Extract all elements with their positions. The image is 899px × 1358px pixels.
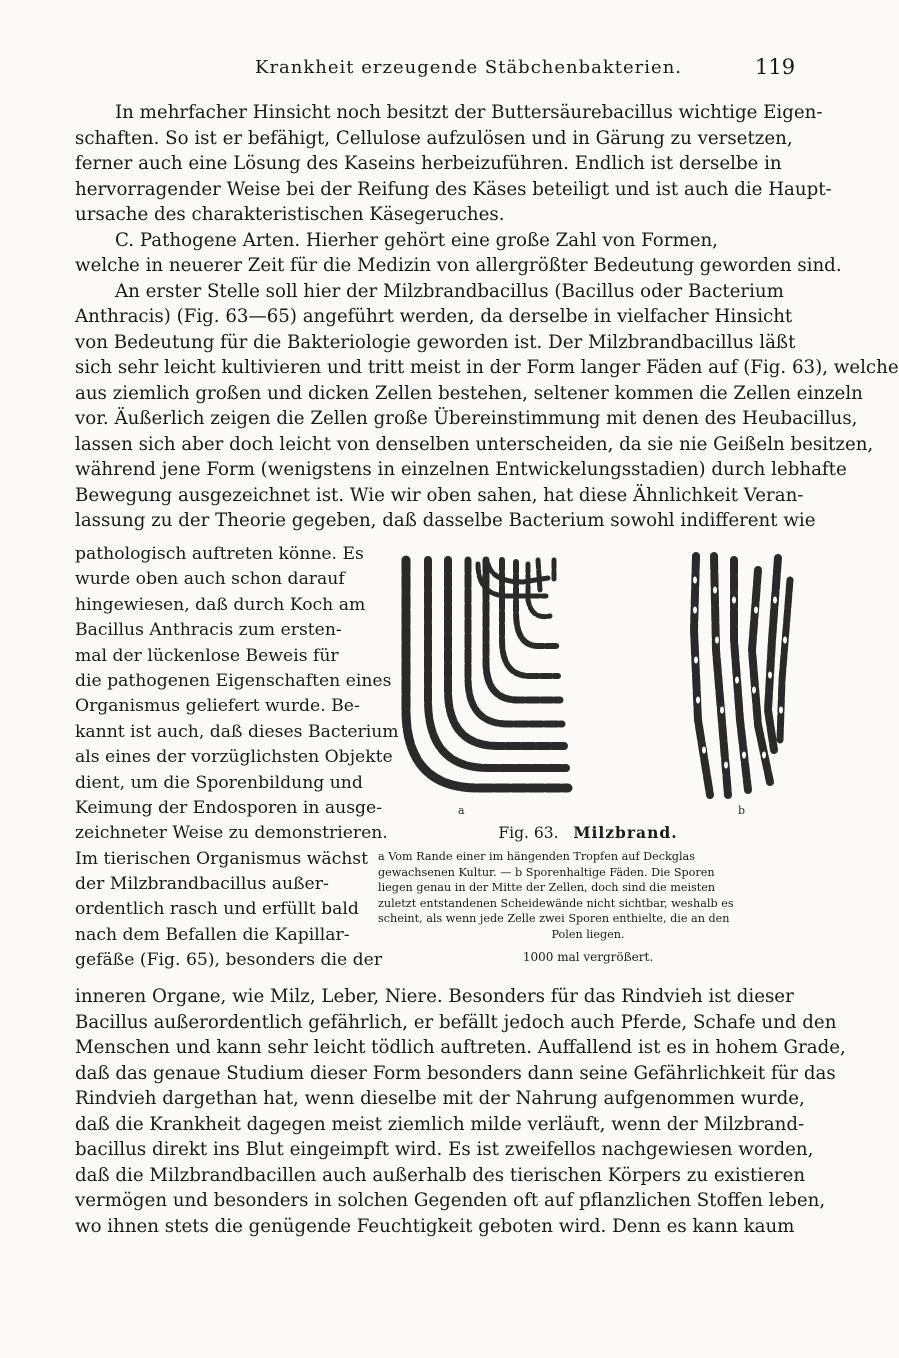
figure-caption (378, 823, 798, 842)
text-block-bottom (75, 984, 846, 1239)
text-line: zeichneter Weise zu demonstrieren. (75, 823, 388, 844)
legend-line: gewachsenen Kultur. — b Sporenhaltige Fäden. Die Sporen (378, 865, 715, 879)
running-title: Krankheit erzeugende Stäbchenbakterien. (255, 57, 683, 78)
figure-legend (378, 849, 798, 943)
text-line: pathologisch auftreten könne. Es (75, 544, 364, 564)
text-line: An erster Stelle soll hier der Milzbrandbacillus (Bacillus oder Bacterium (115, 280, 784, 302)
text-line: welche in neuerer Zeit für die Medizin von allergrößter Bedeutung geworden sind. (75, 255, 842, 276)
text-line: von Bedeutung für die Bakteriologie geworden ist. Der Milzbrandbacillus läßt (75, 331, 796, 353)
figure-title: Milzbrand. (573, 823, 678, 842)
figure-label-a: a (458, 804, 465, 817)
text-line: gefäße (Fig. 65), besonders die der (75, 950, 383, 971)
text-line: daß die Milzbrandbacillen auch außerhalb des tierischen Körpers zu existieren (75, 1164, 806, 1186)
text-line: Keimung der Endosporen in ausge- (75, 797, 383, 818)
page-number: 119 (755, 55, 796, 79)
magnification-note: 1000 mal vergrößert. (522, 950, 654, 964)
text-line: daß die Krankheit dagegen meist ziemlich milde verläuft, wenn der Milzbrand- (75, 1113, 805, 1135)
text-line: Bacillus Anthracis zum ersten- (75, 620, 342, 641)
text-line: der Milzbrandbacillus außer- (75, 874, 329, 895)
text-line: Bacillus außerordentlich gefährlich, er befällt jedoch auch Pferde, Schafe und den (75, 1011, 837, 1033)
page-header (0, 55, 850, 85)
text-line: ordentlich rasch und erfüllt bald (75, 899, 359, 920)
text-line: kannt ist auch, daß dieses Bacterium (75, 721, 399, 742)
text-line: während jene Form (wenigstens in einzelnen Entwickelungsstadien) durch lebhafte (75, 459, 847, 480)
text-line: Menschen und kann sehr leicht tödlich auftreten. Auffallend ist es in hohem Grade, (75, 1037, 846, 1058)
figure-number: Fig. 63. (498, 824, 559, 842)
text-line: lassen sich aber doch leicht von denselben unterscheiden, da sie nie Geißeln besitzen, (75, 433, 874, 455)
legend-line: liegen genau in der Mitte der Zellen, doch sind die meisten (378, 881, 716, 895)
text-line: Bewegung ausgezeichnet ist. Wie wir oben sahen, hat diese Ähnlichkeit Veran- (75, 484, 804, 506)
text-line: Im tierischen Organismus wächst (75, 848, 369, 869)
text-line: bacillus direkt ins Blut eingeimpft wird. Es ist zweifellos nachgewiesen worden, (75, 1139, 814, 1160)
text-line: ursache des charakteristischen Käsegeruches. (75, 204, 505, 225)
text-block-top (75, 100, 899, 534)
legend-line: Polen liegen. (551, 927, 625, 941)
text-line: sich sehr leicht kultivieren und tritt meist in der Form langer Fäden auf (Fig. 63), welche (75, 357, 899, 378)
text-line: lassung zu der Theorie gegeben, daß dasselbe Bacterium sowohl indifferent wie (75, 510, 816, 531)
text-line: die pathogenen Eigenschaften eines (75, 670, 392, 691)
text-line: schaften. So ist er befähigt, Cellulose aufzulösen und in Gärung zu versetzen, (75, 127, 793, 149)
figure-63 (378, 550, 798, 970)
text-line: vor. Äußerlich zeigen die Zellen große Übereinstimmung mit denen des Heubacillus, (75, 408, 858, 429)
section-heading-line: C. Pathogene Arten. Hierher gehört eine große Zahl von Formen, (115, 229, 718, 251)
text-line: dient, um die Sporenbildung und (75, 772, 363, 793)
text-line: Organismus geliefert wurde. Be- (75, 696, 360, 717)
text-line: inneren Organe, wie Milz, Leber, Niere. Besonders für das Rindvieh ist dieser (75, 986, 794, 1007)
text-line: mal der lückenlose Beweis für (75, 645, 339, 666)
legend-line: scheint, als wenn jede Zelle zwei Sporen enthielte, die an den (378, 912, 730, 926)
text-line: als eines der vorzüglichsten Objekte (75, 747, 393, 768)
text-line: In mehrfacher Hinsicht noch besitzt der Buttersäurebacillus wichtige Eigen- (115, 102, 823, 123)
text-line: wo ihnen stets die genügende Feuchtigkeit geboten wird. Denn es kann kaum (75, 1215, 795, 1237)
text-line: vermögen und besonders in solchen Gegenden oft auf pflanzlichen Stoffen leben, (75, 1190, 826, 1211)
text-line: Rindvieh dargethan hat, wenn dieselbe mit der Nahrung aufgenommen wurde, (75, 1088, 805, 1109)
figure-label-b: b (738, 804, 746, 817)
text-line: Anthracis) (Fig. 63—65) angeführt werden, da derselbe in vielfacher Hinsicht (75, 306, 793, 327)
text-column-left (75, 542, 399, 974)
text-line: aus ziemlich großen und dicken Zellen bestehen, seltener kommen die Zellen einzeln (75, 382, 863, 404)
text-line: hingewiesen, daß durch Koch am (75, 594, 366, 615)
text-line: daß das genaue Studium dieser Form besonders dann seine Gefährlichkeit für das (75, 1062, 836, 1084)
text-line: wurde oben auch schon darauf (75, 569, 345, 590)
text-line: ferner auch eine Lösung des Kaseins herbeizuführen. Endlich ist derselbe in (75, 153, 782, 174)
legend-line: zuletzt entstandenen Scheidewände nicht sichtbar, weshalb es (378, 896, 734, 910)
bacteria-illustration (378, 550, 798, 820)
text-line: nach dem Befallen die Kapillar- (75, 924, 350, 945)
legend-line: a Vom Rande einer im hängenden Tropfen auf Deckglas (378, 850, 695, 863)
text-line: hervorragender Weise bei der Reifung des Käses beteiligt und ist auch die Haupt- (75, 178, 832, 200)
